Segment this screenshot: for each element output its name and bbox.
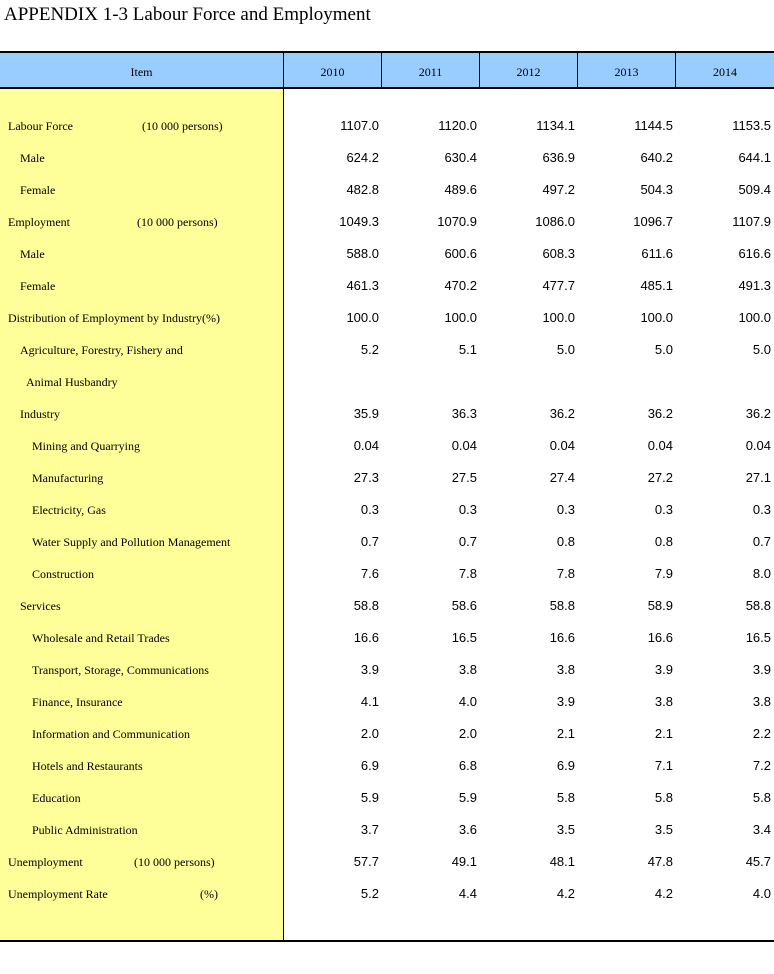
- value-cell-2014: 1107.9: [732, 214, 771, 229]
- value-cell-2013: 611.6: [641, 246, 673, 261]
- value-cell-2012: 608.3: [542, 246, 575, 261]
- table-row: [0, 334, 774, 366]
- value-cell-2010: [289, 366, 379, 398]
- row-label: Hotels and Restaurants: [32, 759, 143, 773]
- table-row: [0, 270, 774, 302]
- table-header: [0, 51, 774, 89]
- table-row: [0, 398, 774, 430]
- value-cell-2013: 36.2: [647, 406, 673, 421]
- table-row: [0, 590, 774, 622]
- value-cell-2014: 2.2: [752, 726, 771, 741]
- value-cell-2010: 3.7: [360, 822, 379, 837]
- table-row: [0, 814, 774, 846]
- value-cell-2010: 588.0: [346, 246, 379, 261]
- value-cell-2010: 3.9: [360, 662, 379, 677]
- value-cell-2012: 58.8: [549, 598, 575, 613]
- value-cell-2011: [387, 366, 477, 398]
- value-cell-2013: 1144.5: [634, 118, 673, 133]
- value-cell-2014: 644.1: [738, 150, 771, 165]
- value-cell-2010: 35.9: [353, 406, 379, 421]
- table-row: [0, 750, 774, 782]
- header-year-2013: 2013: [578, 53, 676, 87]
- row-label: Male: [20, 151, 45, 165]
- value-cell-2010: 624.2: [346, 150, 379, 165]
- value-cell-2010: 6.9: [360, 758, 379, 773]
- value-cell-2012: 1086.0: [535, 214, 575, 229]
- row-label: Transport, Storage, Communications: [32, 663, 209, 677]
- table-row: [0, 238, 774, 270]
- value-cell-2011: 470.2: [444, 278, 477, 293]
- value-cell-2013: 485.1: [640, 278, 673, 293]
- value-cell-2014: 1153.5: [732, 118, 771, 133]
- row-label: Public Administration: [32, 823, 138, 837]
- value-cell-2013: 0.8: [654, 534, 673, 549]
- value-cell-2014: [681, 366, 771, 398]
- row-label: Industry: [20, 407, 60, 421]
- value-cell-2011: 1070.9: [437, 214, 477, 229]
- table-row: [0, 206, 774, 238]
- value-cell-2010: 5.2: [360, 342, 379, 357]
- row-label: Water Supply and Pollution Management: [32, 535, 231, 549]
- value-cell-2012: 48.1: [549, 854, 575, 869]
- value-cell-2011: 27.5: [451, 470, 477, 485]
- value-cell-2012: [485, 366, 575, 398]
- value-cell-2012: 1134.1: [536, 118, 575, 133]
- value-cell-2010: 5.9: [360, 790, 379, 805]
- table-bottom-rule: [0, 940, 774, 942]
- row-label: Distribution of Employment by Industry(%): [8, 311, 220, 325]
- value-cell-2013: 3.9: [654, 662, 673, 677]
- value-cell-2013: 504.3: [640, 182, 673, 197]
- value-cell-2010: 5.2: [360, 886, 379, 901]
- value-cell-2011: 16.5: [451, 630, 477, 645]
- value-cell-2011: 0.3: [458, 502, 477, 517]
- value-cell-2010: 0.7: [360, 534, 379, 549]
- value-cell-2011: 5.1: [458, 342, 477, 357]
- table-row: [0, 654, 774, 686]
- value-cell-2014: 3.8: [752, 694, 771, 709]
- value-cell-2010: 16.6: [353, 630, 379, 645]
- row-label: Wholesale and Retail Trades: [32, 631, 170, 645]
- value-cell-2012: 5.0: [556, 342, 575, 357]
- row-label: Animal Husbandry: [26, 375, 118, 389]
- value-cell-2011: 600.6: [444, 246, 477, 261]
- value-cell-2014: 27.1: [745, 470, 771, 485]
- header-year-2012: 2012: [480, 53, 578, 87]
- value-cell-2013: 2.1: [654, 726, 673, 741]
- value-cell-2012: 636.9: [542, 150, 575, 165]
- value-cell-2010: 100.0: [346, 310, 379, 325]
- value-cell-2013: 7.1: [654, 758, 673, 773]
- row-label: Manufacturing: [32, 471, 104, 485]
- value-cell-2013: 0.3: [654, 502, 673, 517]
- value-cell-2011: 5.9: [458, 790, 477, 805]
- value-cell-2012: 6.9: [556, 758, 575, 773]
- row-label: Unemployment Rate: [8, 887, 108, 901]
- row-label: Information and Communication: [32, 727, 190, 741]
- row-label: Agriculture, Forestry, Fishery and: [20, 343, 183, 357]
- value-cell-2011: 4.4: [458, 886, 477, 901]
- value-cell-2013: 4.2: [654, 886, 673, 901]
- value-cell-2012: 16.6: [549, 630, 575, 645]
- value-cell-2011: 0.7: [458, 534, 477, 549]
- table-row: [0, 110, 774, 142]
- labour-force-table: [0, 51, 774, 942]
- value-cell-2010: 57.7: [353, 854, 379, 869]
- table-row: [0, 846, 774, 878]
- value-cell-2012: 27.4: [549, 470, 575, 485]
- row-label: Female: [20, 279, 56, 293]
- value-cell-2010: 7.6: [360, 566, 379, 581]
- row-unit: (10 000 persons): [134, 855, 215, 869]
- header-year-2010: 2010: [284, 53, 382, 87]
- row-label: Services: [20, 599, 61, 613]
- row-label: Finance, Insurance: [32, 695, 123, 709]
- value-cell-2013: 16.6: [647, 630, 673, 645]
- value-cell-2014: 3.4: [752, 822, 771, 837]
- table-row: [0, 174, 774, 206]
- value-cell-2011: 36.3: [451, 406, 477, 421]
- value-cell-2013: [583, 366, 673, 398]
- value-cell-2012: 36.2: [549, 406, 575, 421]
- table-row: [0, 622, 774, 654]
- table-row: [0, 494, 774, 526]
- row-label: Male: [20, 247, 45, 261]
- value-cell-2014: 4.0: [752, 886, 771, 901]
- value-cell-2010: 58.8: [353, 598, 379, 613]
- value-cell-2013: 640.2: [640, 150, 673, 165]
- value-cell-2011: 1120.0: [438, 118, 477, 133]
- value-cell-2012: 0.8: [556, 534, 575, 549]
- row-unit: (%): [200, 887, 218, 901]
- value-cell-2011: 2.0: [458, 726, 477, 741]
- value-cell-2010: 1049.3: [339, 214, 379, 229]
- value-cell-2014: 616.6: [738, 246, 771, 261]
- row-unit: (10 000 persons): [142, 119, 223, 133]
- value-cell-2012: 2.1: [556, 726, 575, 741]
- value-cell-2014: 491.3: [738, 278, 771, 293]
- value-cell-2011: 6.8: [458, 758, 477, 773]
- value-cell-2013: 58.9: [647, 598, 673, 613]
- row-label: Female: [20, 183, 56, 197]
- row-label: Labour Force: [8, 119, 73, 133]
- value-cell-2011: 100.0: [444, 310, 477, 325]
- value-cell-2014: 16.5: [745, 630, 771, 645]
- value-cell-2011: 489.6: [444, 182, 477, 197]
- table-row: [0, 526, 774, 558]
- row-label: Employment: [8, 215, 70, 229]
- value-cell-2012: 4.2: [556, 886, 575, 901]
- value-cell-2014: 5.8: [752, 790, 771, 805]
- page-title: APPENDIX 1-3 Labour Force and Employment: [4, 4, 371, 25]
- value-cell-2014: 5.0: [752, 342, 771, 357]
- value-cell-2012: 477.7: [542, 278, 575, 293]
- table-row: [0, 366, 774, 398]
- value-cell-2012: 3.8: [556, 662, 575, 677]
- value-cell-2012: 7.8: [556, 566, 575, 581]
- value-cell-2010: 4.1: [360, 694, 379, 709]
- value-cell-2014: 0.04: [745, 438, 771, 453]
- row-label: Construction: [32, 567, 94, 581]
- value-cell-2014: 509.4: [738, 182, 771, 197]
- value-cell-2013: 5.0: [654, 342, 673, 357]
- value-cell-2010: 27.3: [353, 470, 379, 485]
- value-cell-2012: 0.3: [556, 502, 575, 517]
- header-year-2011: 2011: [382, 53, 480, 87]
- value-cell-2011: 0.04: [451, 438, 477, 453]
- table-row: [0, 878, 774, 910]
- value-cell-2010: 482.8: [346, 182, 379, 197]
- row-label: Education: [32, 791, 81, 805]
- table-row: [0, 142, 774, 174]
- value-cell-2010: 2.0: [360, 726, 379, 741]
- value-cell-2011: 630.4: [444, 150, 477, 165]
- value-cell-2011: 3.8: [458, 662, 477, 677]
- value-cell-2013: 1096.7: [633, 214, 673, 229]
- table-row: [0, 462, 774, 494]
- value-cell-2012: 497.2: [542, 182, 575, 197]
- table-row: [0, 302, 774, 334]
- row-unit: (10 000 persons): [137, 215, 218, 229]
- row-label: Mining and Quarrying: [32, 439, 140, 453]
- value-cell-2010: 0.04: [353, 438, 379, 453]
- value-cell-2012: 0.04: [549, 438, 575, 453]
- value-cell-2013: 100.0: [640, 310, 673, 325]
- header-item: Item: [0, 53, 284, 87]
- value-cell-2012: 3.5: [556, 822, 575, 837]
- value-cell-2012: 5.8: [556, 790, 575, 805]
- value-cell-2014: 100.0: [738, 310, 771, 325]
- value-cell-2013: 47.8: [647, 854, 673, 869]
- value-cell-2014: 8.0: [752, 566, 771, 581]
- value-cell-2014: 0.3: [752, 502, 771, 517]
- value-cell-2013: 7.9: [654, 566, 673, 581]
- value-cell-2012: 3.9: [556, 694, 575, 709]
- value-cell-2011: 58.6: [451, 598, 477, 613]
- value-cell-2011: 4.0: [458, 694, 477, 709]
- table-row: [0, 430, 774, 462]
- value-cell-2014: 36.2: [745, 406, 771, 421]
- value-cell-2013: 3.5: [654, 822, 673, 837]
- value-cell-2011: 49.1: [451, 854, 477, 869]
- value-cell-2013: 27.2: [647, 470, 673, 485]
- value-cell-2011: 3.6: [458, 822, 477, 837]
- value-cell-2014: 58.8: [745, 598, 771, 613]
- value-cell-2014: 0.7: [752, 534, 771, 549]
- table-row: [0, 686, 774, 718]
- value-cell-2011: 7.8: [458, 566, 477, 581]
- value-cell-2014: 3.9: [752, 662, 771, 677]
- table-row: [0, 558, 774, 590]
- value-cell-2010: 461.3: [346, 278, 379, 293]
- row-label: Unemployment: [8, 855, 83, 869]
- table-row: [0, 782, 774, 814]
- value-cell-2012: 100.0: [542, 310, 575, 325]
- value-cell-2013: 3.8: [654, 694, 673, 709]
- row-label: Electricity, Gas: [32, 503, 106, 517]
- value-cell-2013: 0.04: [647, 438, 673, 453]
- value-cell-2014: 45.7: [745, 854, 771, 869]
- value-cell-2010: 1107.0: [340, 118, 379, 133]
- table-row: [0, 718, 774, 750]
- value-cell-2010: 0.3: [360, 502, 379, 517]
- header-year-2014: 2014: [713, 65, 737, 79]
- value-cell-2014: 7.2: [752, 758, 771, 773]
- value-cell-2013: 5.8: [654, 790, 673, 805]
